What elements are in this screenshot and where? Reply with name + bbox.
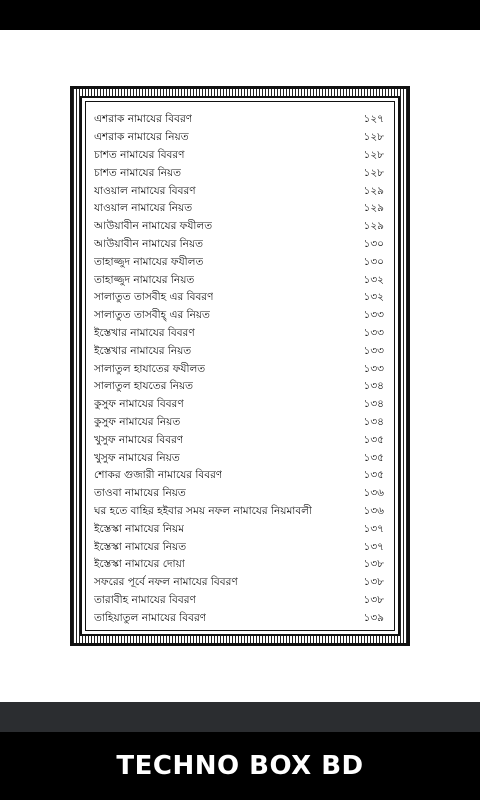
toc-entry[interactable] — [94, 308, 384, 326]
toc-entry-title: সালাতুল হাযতের নিয়ত — [94, 380, 194, 393]
toc-entry-page-number: ১২৯ — [363, 220, 384, 233]
toc-entry[interactable] — [94, 504, 384, 522]
toc-entry-title: যাওয়াল নামাযের বিবরণ — [94, 184, 196, 197]
toc-entry[interactable] — [94, 237, 384, 255]
toc-entry-title: চাশত নামাযের নিয়ত — [94, 166, 182, 179]
toc-entry-title: এশরাক নামাযের বিবরণ — [94, 113, 193, 126]
toc-entry-title: শোকর গুজারী নামাযের বিবরণ — [94, 469, 223, 482]
toc-entry[interactable] — [94, 486, 384, 504]
brand-banner — [0, 732, 480, 800]
toc-entry-page-number: ১৩৭ — [363, 522, 384, 535]
toc-entry-title: এশরাক নামাযের নিয়ত — [94, 131, 189, 144]
toc-entry[interactable] — [94, 450, 384, 468]
toc-entry[interactable] — [94, 610, 384, 628]
toc-entry[interactable] — [94, 575, 384, 593]
toc-entry-page-number: ১৩৬ — [363, 487, 384, 500]
toc-entry[interactable] — [94, 112, 384, 130]
toc-entry-title: ইস্তেস্কা নামাযের দোয়া — [94, 558, 185, 571]
brand-title: TECHNO BOX BD — [116, 751, 364, 781]
toc-entry-title: সালাতুত তাসবীহ্ এর নিয়ত — [94, 309, 210, 322]
toc-entry-page-number: ১৩৪ — [363, 380, 384, 393]
toc-entry-title: সফরের পূর্বে নফল নামাযের বিবরণ — [94, 576, 238, 589]
toc-entry-title: চাশত নামাযের বিবরণ — [94, 148, 185, 161]
toc-entry[interactable] — [94, 539, 384, 557]
toc-entry-title: যাওয়াল নামাযের নিয়ত — [94, 202, 193, 215]
toc-entry-title: ইস্তেখার নামাযের বিবরণ — [94, 326, 195, 339]
toc-entry[interactable] — [94, 254, 384, 272]
toc-entry-page-number: ১৩৫ — [363, 469, 384, 482]
toc-entry-title: তাহিয়াতুল নামাযের বিবরণ — [94, 611, 207, 624]
toc-entry[interactable] — [94, 165, 384, 183]
toc-entry[interactable] — [94, 432, 384, 450]
toc-entry[interactable] — [94, 148, 384, 166]
toc-entry-page-number: ১৩৮ — [363, 593, 384, 606]
toc-entry-page-number: ১২৮ — [363, 166, 384, 179]
toc-entry-page-number: ১২৯ — [363, 184, 384, 197]
toc-entry-page-number: ১৩৫ — [363, 451, 384, 464]
toc-entry-page-number: ১৩৩ — [363, 309, 384, 322]
toc-entry-page-number: ১৩২ — [363, 273, 384, 286]
toc-entry-page-number: ১৩২ — [363, 291, 384, 304]
toc-entry-title: তাহাজ্জুদ নামাযের নিয়ত — [94, 273, 195, 286]
table-of-contents — [94, 112, 384, 628]
toc-entry[interactable] — [94, 593, 384, 611]
toc-entry[interactable] — [94, 557, 384, 575]
toc-entry-page-number: ১২৮ — [363, 131, 384, 144]
toc-entry-title: সালাতুত তাসবীহ এর বিবরণ — [94, 291, 214, 304]
toc-entry[interactable] — [94, 272, 384, 290]
page-border-frame — [70, 86, 410, 646]
toc-entry-title: কুসুফ নামাযের বিবরণ — [94, 398, 184, 411]
toc-entry-page-number: ১২৮ — [363, 148, 384, 161]
toc-entry-page-number: ১৩৯ — [363, 611, 384, 624]
toc-entry-title: ইস্তেস্কা নামাযের নিয়ম — [94, 522, 185, 535]
toc-entry-title: ঘর হতে বাহির হইবার সময় নফল নামাযের নিয়মাবলী — [94, 504, 313, 517]
navigation-bar — [0, 702, 480, 732]
toc-entry[interactable] — [94, 326, 384, 344]
toc-entry-title: কুসুফ নামাযের নিয়ত — [94, 415, 181, 428]
toc-entry-page-number: ১৩৪ — [363, 415, 384, 428]
toc-entry-page-number: ১৩৩ — [363, 326, 384, 339]
toc-entry[interactable] — [94, 219, 384, 237]
toc-entry[interactable] — [94, 415, 384, 433]
toc-entry-title: সালাতুল হাযাতের ফযীলত — [94, 362, 206, 375]
toc-entry[interactable] — [94, 343, 384, 361]
toc-entry-title: তাহাজ্জুদ নামাযের ফযীলত — [94, 255, 204, 268]
toc-entry[interactable] — [94, 468, 384, 486]
toc-entry-page-number: ১৩৭ — [363, 540, 384, 553]
status-bar — [0, 0, 480, 30]
toc-entry-page-number: ১৩০ — [363, 255, 384, 268]
toc-entry-page-number: ১৩৩ — [363, 344, 384, 357]
toc-entry[interactable] — [94, 183, 384, 201]
toc-entry-title: তাওবা নামাযের নিয়ত — [94, 487, 186, 500]
toc-entry[interactable] — [94, 397, 384, 415]
toc-entry[interactable] — [94, 361, 384, 379]
page-border-inner — [80, 96, 400, 636]
toc-entry-page-number: ১৩৮ — [363, 576, 384, 589]
toc-entry-page-number: ১২৭ — [363, 113, 384, 126]
toc-entry[interactable] — [94, 201, 384, 219]
toc-entry[interactable] — [94, 290, 384, 308]
toc-entry-title: আউয়াবীন নামাযের ফযীলত — [94, 220, 213, 233]
toc-entry-title: ইস্তেখার নামাযের নিয়ত — [94, 344, 192, 357]
toc-entry-title: খুসুফ নামাযের বিবরণ — [94, 433, 184, 446]
toc-entry[interactable] — [94, 130, 384, 148]
toc-entry-page-number: ১৩৪ — [363, 398, 384, 411]
toc-entry[interactable] — [94, 379, 384, 397]
toc-entry-title: তারাবীহ নামাযের বিবরণ — [94, 593, 196, 606]
toc-entry-page-number: ১৩০ — [363, 237, 384, 250]
toc-entry[interactable] — [94, 521, 384, 539]
toc-entry-page-number: ১৩৮ — [363, 558, 384, 571]
toc-entry-page-number: ১৩৫ — [363, 433, 384, 446]
toc-entry-page-number: ১৩৩ — [363, 362, 384, 375]
toc-entry-page-number: ১৩৬ — [363, 504, 384, 517]
toc-entry-title: ইস্তেস্কা নামাযের নিয়ত — [94, 540, 187, 553]
toc-entry-title: আউয়াবীন নামাযের নিয়ত — [94, 237, 204, 250]
toc-entry-page-number: ১২৯ — [363, 202, 384, 215]
toc-entry-title: খুসুফ নামাযের নিয়ত — [94, 451, 180, 464]
